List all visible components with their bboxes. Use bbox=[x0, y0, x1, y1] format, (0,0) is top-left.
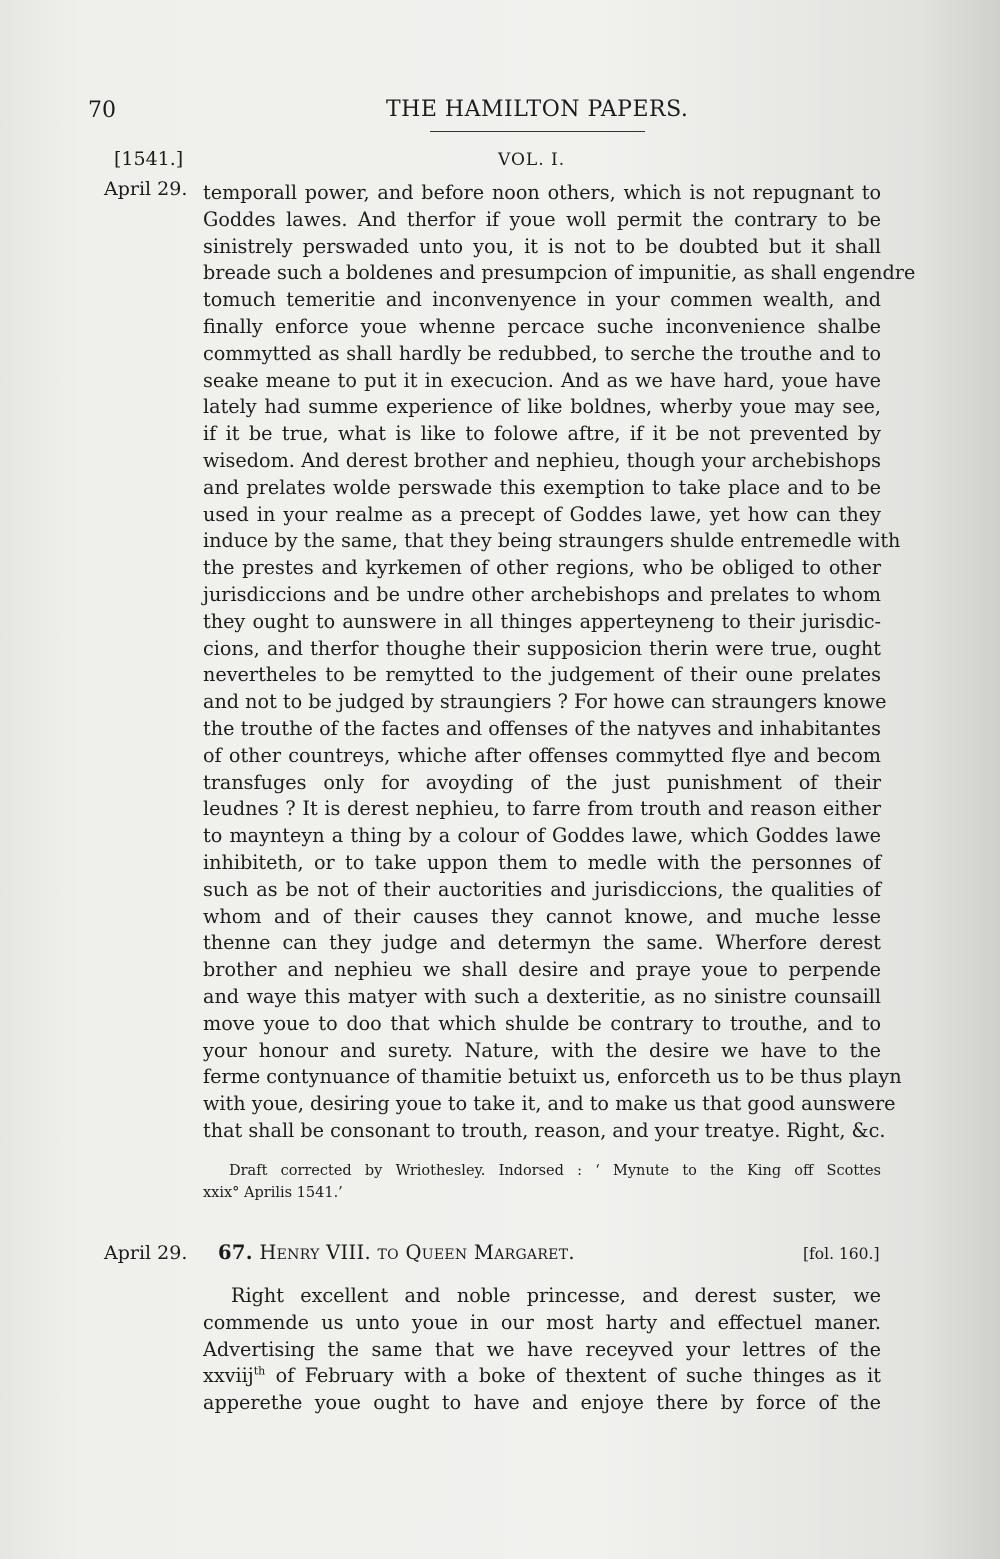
text-line: of other countreys, whiche after offenses commytted flye and becom bbox=[203, 743, 881, 767]
text-line: whom and of their causes they cannot knowe, and muche lesse bbox=[203, 904, 881, 928]
entry2-date: April 29. bbox=[104, 1242, 188, 1264]
text-line: finally enforce youe whenne percace suche inconvenience shalbe bbox=[203, 314, 881, 338]
text-line: and not to be judged by straungiers ? For howe can straungers knowe bbox=[203, 690, 887, 714]
text-line: if it be true, what is like to folowe aftre, if it be not prevented by bbox=[203, 422, 881, 446]
text-line: with youe, desiring youe to take it, and to make us that good aunswere bbox=[203, 1092, 896, 1116]
text-line: transfuges only for avoyding of the just punishment of their bbox=[203, 770, 881, 794]
volume-label: VOL. I. bbox=[498, 150, 566, 170]
text-line: Right excellent and noble princesse, and derest suster, we bbox=[231, 1284, 881, 1307]
entry-title: Henry VIII. to Queen Margaret. bbox=[259, 1241, 575, 1264]
note-line: Draft corrected by Wriothesley. Indorsed : ‘ Mynute to the King off Scottes bbox=[229, 1163, 881, 1179]
text-line: ferme contynuance of thamitie betuixt us, enforceth us to be thus playn bbox=[203, 1065, 902, 1089]
entry-number: 67. bbox=[218, 1241, 253, 1264]
text-line: leudnes ? It is derest nephieu, to farre from trouth and reason either bbox=[203, 797, 881, 821]
text-line: cions, and therfor thoughe their supposicion therin were true, ought bbox=[203, 636, 881, 660]
text-line: lately had summe experience of like boldnes, wherby youe may see, bbox=[203, 395, 881, 419]
running-title: THE HAMILTON PAPERS. bbox=[386, 97, 689, 122]
text-line: jurisdiccions and be undre other archebishops and prelates to whom bbox=[203, 582, 881, 606]
text-line: the prestes and kyrkemen of other regions, who be obliged to other bbox=[203, 556, 881, 580]
folio-reference: [fol. 160.] bbox=[803, 1245, 880, 1263]
year-marker: [1541.] bbox=[114, 148, 184, 170]
ordinal-date: xxviij$^{th}$ bbox=[203, 1364, 266, 1388]
text-line: Goddes lawes. And therfor if youe woll permit the contrary to be bbox=[203, 207, 881, 231]
text-line: used in your realme as a precept of Goddes lawe, yet how can they bbox=[203, 502, 881, 526]
text-line: breade such a boldenes and presumpcion of impunitie, as shall engendre bbox=[203, 261, 916, 285]
text-line: sinistrely perswaded unto you, it is not to be doubted but it shall bbox=[203, 234, 881, 258]
text-line: commende us unto youe in our most harty and effectuel maner. bbox=[203, 1310, 881, 1334]
text-line: the trouthe of the factes and offenses of the natyves and inhabitantes bbox=[203, 716, 881, 740]
text-line: apperethe youe ought to have and enjoye there by force of the bbox=[203, 1391, 881, 1415]
text-line: wisedom. And derest brother and nephieu, though your archebishops bbox=[203, 448, 881, 472]
note-line: xxix° Aprilis 1541.’ bbox=[203, 1185, 343, 1201]
text-line: inhibiteth, or to take uppon them to medle with the personnes of bbox=[203, 850, 881, 874]
text-line: that shall be consonant to trouth, reason, and your treatye. Right, &c. bbox=[203, 1118, 886, 1142]
editorial-note bbox=[203, 1160, 881, 1204]
entry1-date: April 29. bbox=[104, 178, 188, 200]
title-rule bbox=[430, 131, 645, 132]
entry2-body bbox=[203, 1283, 881, 1417]
entry2-heading bbox=[218, 1241, 575, 1264]
text-line: such as be not of their auctorities and jurisdiccions, the qualities of bbox=[203, 877, 881, 901]
text-line: they ought to aunswere in all thinges apperteyneng to their jurisdic- bbox=[203, 609, 881, 633]
text-line: xxviij$^{th}$ of February with a boke of thextent of suche thinges as it bbox=[203, 1364, 881, 1388]
text-line: nevertheles to be remytted to the judgement of their oune prelates bbox=[203, 663, 881, 687]
text-line: tomuch temeritie and inconvenyence in your commen wealth, and bbox=[203, 288, 881, 312]
text-line: commytted as shall hardly be redubbed, to serche the trouthe and to bbox=[203, 341, 881, 365]
text-line: your honour and surety. Nature, with the desire we have to the bbox=[203, 1038, 881, 1062]
text-line: and prelates wolde perswade this exemption to take place and to be bbox=[203, 475, 881, 499]
text-line: and waye this matyer with such a dexteritie, as no sinistre counsaill bbox=[203, 984, 881, 1008]
text-line: move youe to doo that which shulde be contrary to trouthe, and to bbox=[203, 1011, 881, 1035]
entry1-body bbox=[203, 180, 916, 1145]
text-line: to maynteyn a thing by a colour of Goddes lawe, which Goddes lawe bbox=[203, 824, 881, 848]
page-number: 70 bbox=[88, 98, 116, 123]
text-line: seake meane to put it in execucion. And as we have hard, youe have bbox=[203, 368, 881, 392]
text-line: Advertising the same that we have receyved your lettres of the bbox=[203, 1337, 881, 1361]
text-line: induce by the same, that they being straungers shulde entremedle with bbox=[203, 529, 901, 553]
text-line: temporall power, and before noon others, which is not repugnant to bbox=[203, 181, 881, 204]
text-line: brother and nephieu we shall desire and praye youe to perpende bbox=[203, 958, 881, 982]
text-line: thenne can they judge and determyn the same. Wherfore derest bbox=[203, 931, 881, 955]
